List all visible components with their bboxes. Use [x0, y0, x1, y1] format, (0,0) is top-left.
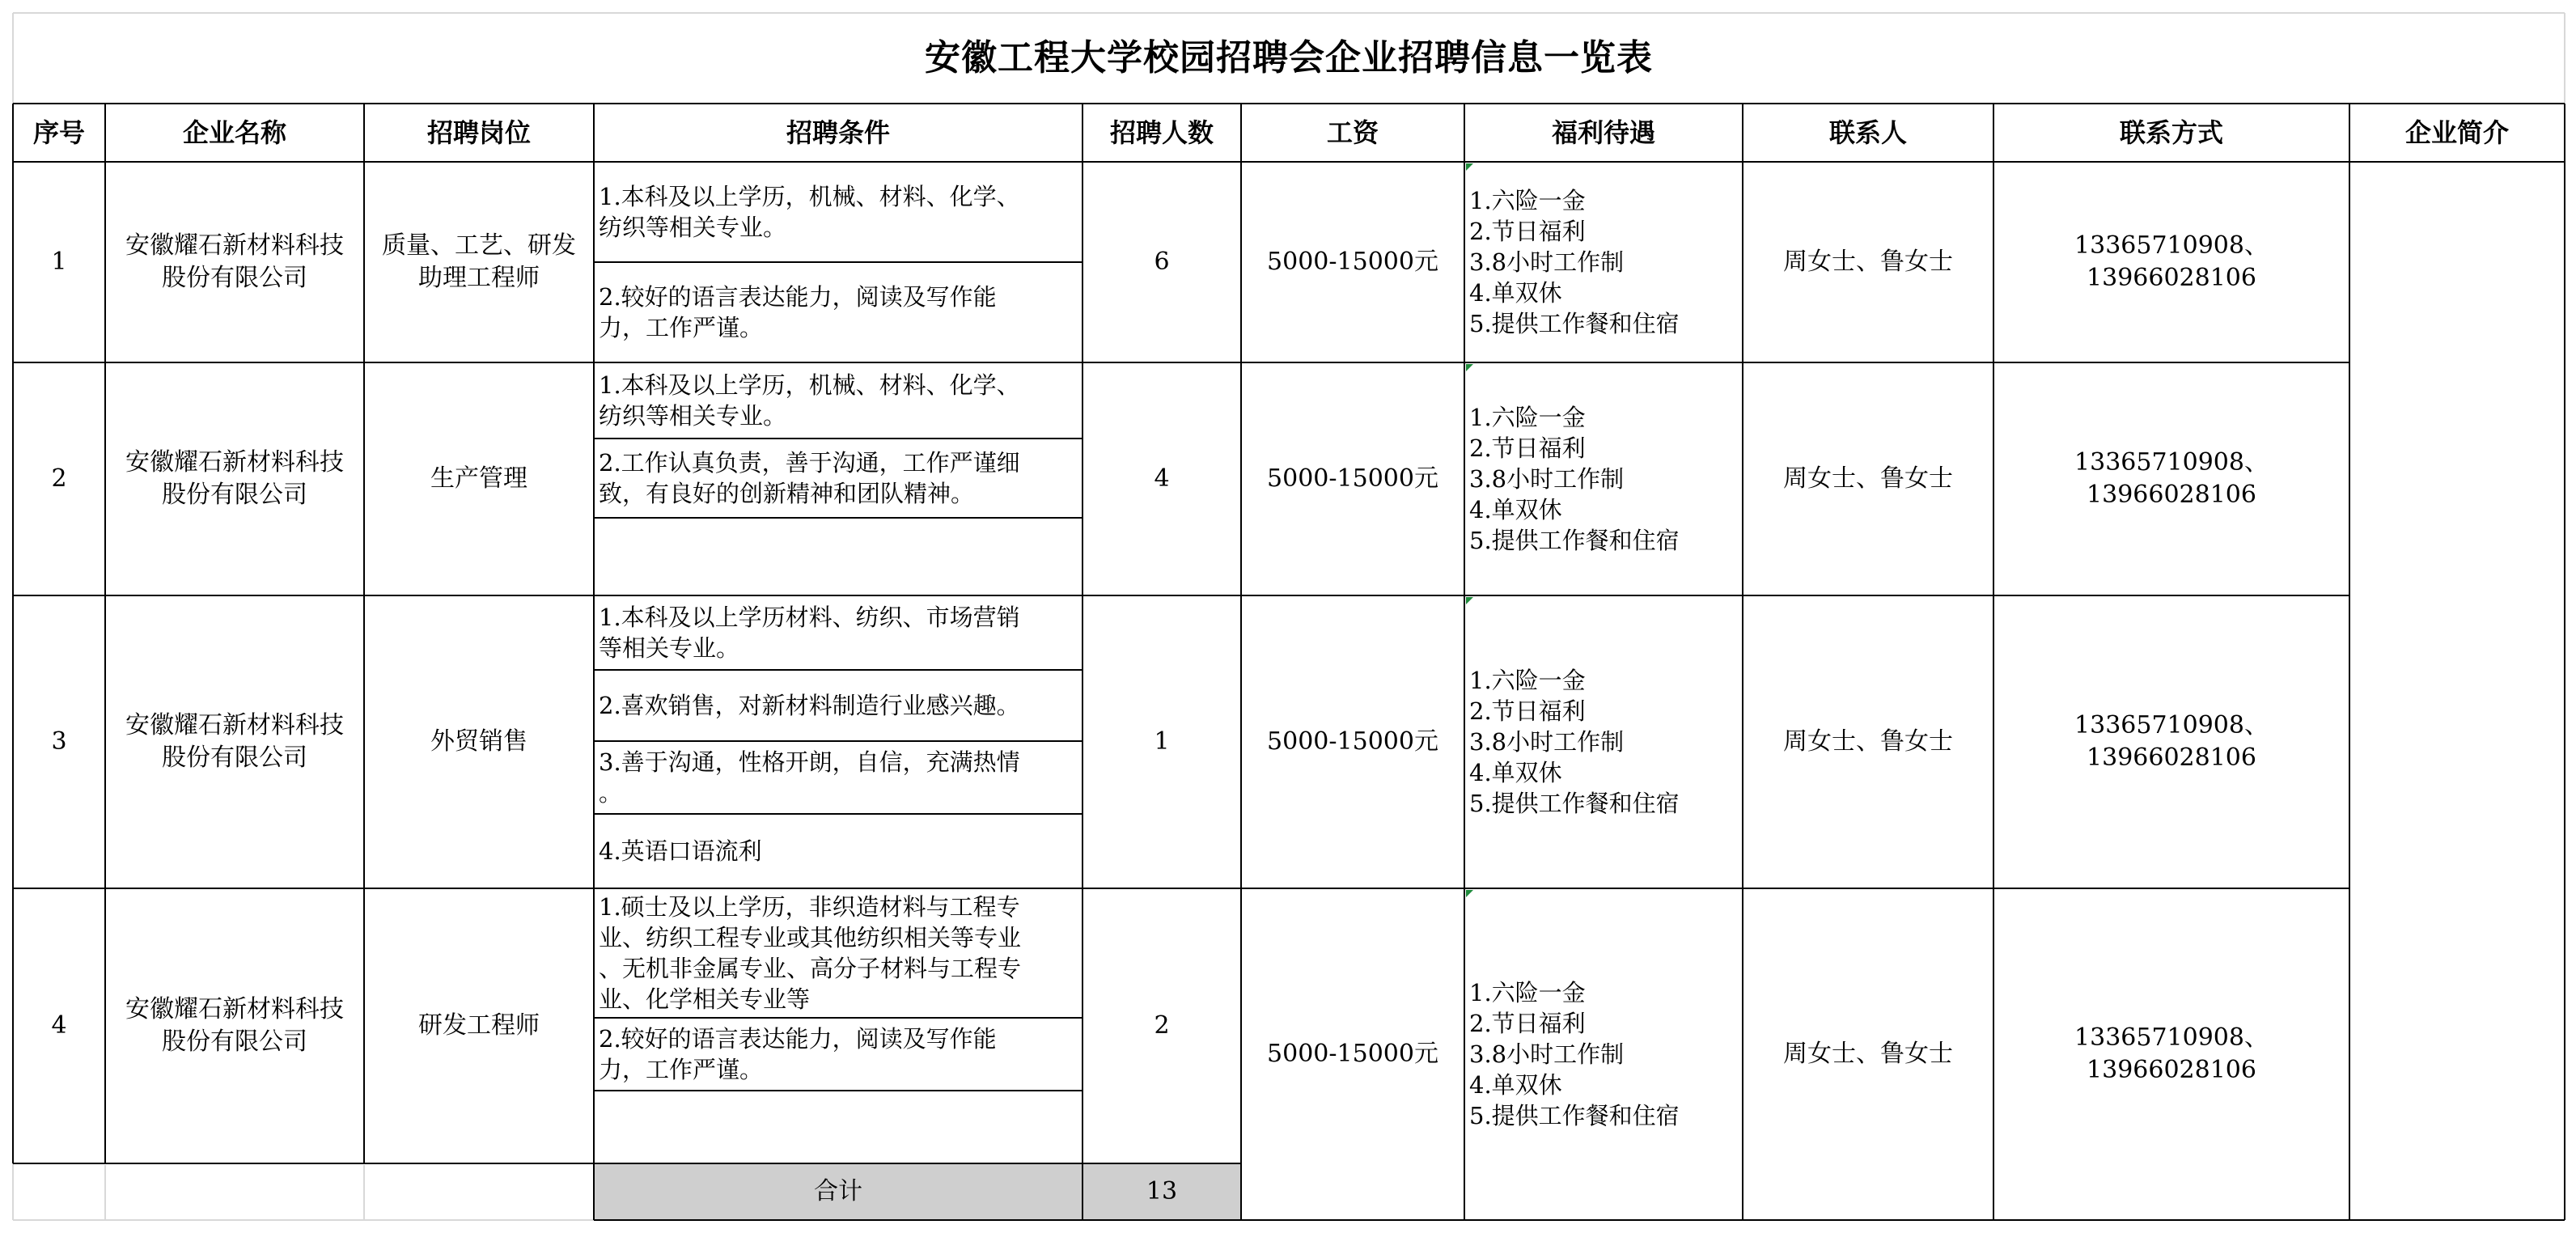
table-row-1-position: 质量、工艺、研发 助理工程师 [382, 231, 576, 292]
table-row-4-condition-3 [594, 1091, 1083, 1163]
table-row-2-position: 生产管理 [430, 464, 527, 493]
header-headcount: 招聘人数 [1109, 117, 1214, 148]
table-row-1-index: 1 [51, 248, 67, 276]
header-intro: 企业简介 [2404, 117, 2509, 148]
comment-marker-icon [1466, 890, 1473, 897]
table-row-4-position: 研发工程师 [418, 1011, 540, 1040]
table-row-4-salary: 5000-15000元 [1267, 1040, 1438, 1068]
table-row-2-salary: 5000-15000元 [1267, 464, 1438, 493]
table-row-1-condition-1: 1.本科及以上学历，机械、材料、化学、 纺织等相关专业。 [599, 183, 1020, 241]
table-row-1-phone: 13365710908、13966028106 [2074, 231, 2269, 292]
table-row-3-condition-2: 2.喜欢销售，对新材料制造行业感兴趣。 [599, 692, 1020, 719]
table-row-1-benefits: 1.六险一金 2.节日福利 3.8小时工作制 4.单双休 5.提供工作餐和住宿 [1469, 187, 1680, 337]
header-phone: 联系方式 [2119, 117, 2223, 148]
table-row-2-condition-3 [594, 518, 1083, 595]
comment-marker-icon [1466, 163, 1473, 171]
table-row-3-headcount: 1 [1154, 727, 1170, 756]
table-row-4-condition-2: 2.较好的语言表达能力，阅读及写作能 力，工作严谨。 [599, 1025, 997, 1083]
header-contact: 联系人 [1828, 117, 1907, 148]
header-benefits: 福利待遇 [1551, 117, 1655, 148]
header-salary: 工资 [1326, 117, 1379, 148]
table-row-3-condition-4: 4.英语口语流利 [599, 837, 762, 865]
table-row-2-index: 2 [51, 464, 67, 493]
table-row-4-headcount: 2 [1154, 1011, 1170, 1040]
table-row-1-salary: 5000-15000元 [1267, 248, 1438, 276]
table-row-1-condition-2: 2.较好的语言表达能力，阅读及写作能 力，工作严谨。 [599, 283, 997, 341]
table-row-2-benefits: 1.六险一金 2.节日福利 3.8小时工作制 4.单双休 5.提供工作餐和住宿 [1469, 404, 1680, 554]
table-row-3-condition-1: 1.本科及以上学历材料、纺织、市场营销 等相关专业。 [599, 604, 1020, 662]
table-row-2-condition-1: 1.本科及以上学历，机械、材料、化学、 纺织等相关专业。 [599, 371, 1020, 430]
table-row-3-salary: 5000-15000元 [1267, 727, 1438, 756]
header-index: 序号 [32, 117, 85, 148]
total-value: 13 [1083, 1164, 1240, 1219]
table-row-4-index: 4 [51, 1011, 67, 1040]
table-row-2-company: 安徽耀石新材料科技 股份有限公司 [125, 448, 344, 509]
table-row-3-company: 安徽耀石新材料科技 股份有限公司 [125, 711, 344, 772]
table-row-2-headcount: 4 [1154, 464, 1170, 493]
table-row-4-condition-1: 1.硕士及以上学历，非织造材料与工程专 业、纺织工程专业或其他纺织相关等专业 、无机非金属专业、高分子材料与工程专 业、化学相关专业等 [599, 893, 1022, 1013]
sheet-title: 安徽工程大学校园招聘会企业招聘信息一览表 [925, 37, 1653, 78]
table-row-1-contact: 周女士、鲁女士 [1783, 248, 1953, 276]
table-row-4-company: 安徽耀石新材料科技 股份有限公司 [125, 995, 344, 1056]
table-row-4-benefits: 1.六险一金 2.节日福利 3.8小时工作制 4.单双休 5.提供工作餐和住宿 [1469, 979, 1680, 1129]
total-label: 合计 [595, 1164, 1082, 1219]
header-position: 招聘岗位 [426, 117, 531, 148]
table-row-1-headcount: 6 [1154, 248, 1170, 276]
table-row-2-phone: 13365710908、13966028106 [2074, 448, 2269, 509]
table-row-1-company: 安徽耀石新材料科技 股份有限公司 [125, 231, 344, 292]
table-row-4-phone: 13365710908、13966028106 [2074, 1023, 2269, 1084]
table-row-3-index: 3 [51, 727, 67, 756]
table-row-4-contact: 周女士、鲁女士 [1783, 1040, 1953, 1068]
header-conditions: 招聘条件 [786, 117, 890, 148]
table-row-3-position: 外贸销售 [430, 727, 527, 756]
table-row-3-phone: 13365710908、13966028106 [2074, 711, 2269, 772]
table-row-3-benefits: 1.六险一金 2.节日福利 3.8小时工作制 4.单双休 5.提供工作餐和住宿 [1469, 667, 1680, 817]
comment-marker-icon [1466, 597, 1473, 604]
header-company: 企业名称 [182, 117, 286, 148]
table-row-3-contact: 周女士、鲁女士 [1783, 727, 1953, 756]
table-row-2-condition-2: 2.工作认真负责，善于沟通，工作严谨细 致，有良好的创新精神和团队精神。 [599, 449, 1020, 507]
table-row-3-condition-3: 3.善于沟通，性格开朗，自信，充满热情 。 [599, 748, 1020, 807]
company-intro-cell [2349, 162, 2565, 1220]
table-row-2-contact: 周女士、鲁女士 [1783, 464, 1953, 493]
comment-marker-icon [1466, 364, 1473, 371]
